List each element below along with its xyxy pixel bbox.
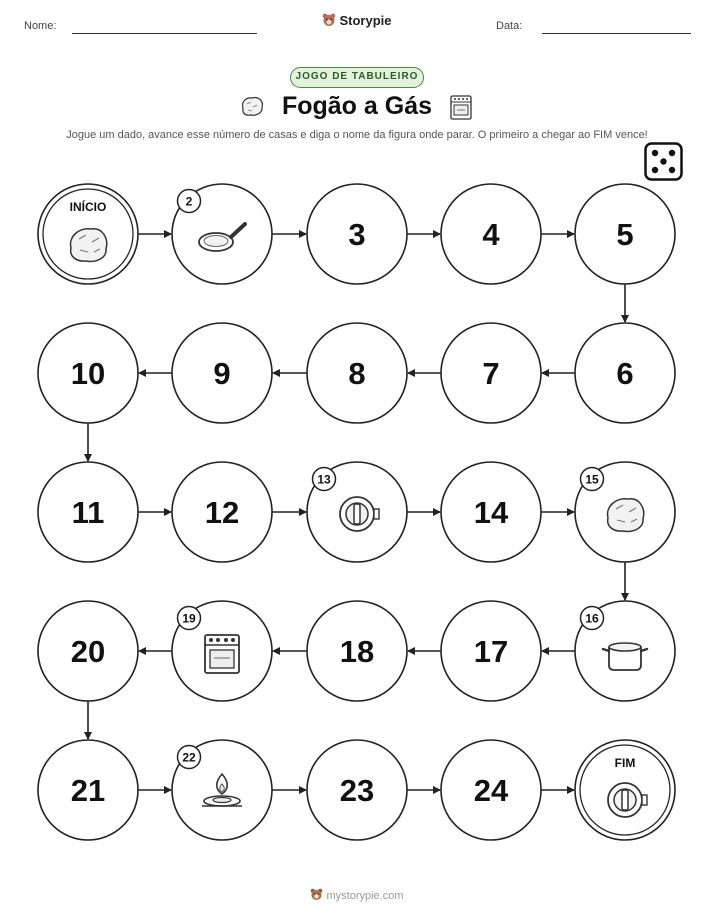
board-space-3[interactable]	[307, 184, 407, 284]
space-number: 22	[182, 750, 196, 765]
space-number: 9	[213, 356, 231, 391]
bear-mascot-icon	[310, 888, 323, 901]
space-number: 15	[585, 472, 599, 487]
board-space-21[interactable]	[38, 740, 138, 840]
board-space-14[interactable]	[441, 462, 541, 562]
start-label: INÍCIO	[69, 200, 107, 214]
board-space-9[interactable]	[172, 323, 272, 423]
space-number: 6	[616, 356, 634, 391]
space-number: 13	[317, 472, 331, 487]
board-space-15[interactable]	[575, 462, 675, 562]
gas-stove-icon	[205, 635, 239, 673]
board-space-19[interactable]	[172, 601, 272, 701]
page-title: Fogão a Gás	[281, 92, 433, 120]
board-space-24[interactable]	[441, 740, 541, 840]
space-number: 11	[71, 495, 105, 530]
footer	[0, 888, 714, 902]
footer-url: mystorypie.com	[326, 890, 404, 902]
space-number: 12	[204, 495, 240, 530]
name-label: Nome:	[24, 20, 57, 32]
board-space-18[interactable]	[307, 601, 407, 701]
stone-icon	[71, 229, 107, 262]
board-space-10[interactable]	[38, 323, 138, 423]
space-number: 2	[185, 194, 193, 209]
space-number: 17	[473, 634, 509, 669]
space-number: 5	[616, 217, 634, 252]
board-space-16[interactable]	[575, 601, 675, 701]
space-number: 23	[339, 773, 375, 808]
board-space-11[interactable]	[38, 462, 138, 562]
space-number: 24	[473, 773, 509, 808]
brand-name: Storypie	[339, 13, 392, 28]
board-space-6[interactable]	[575, 323, 675, 423]
space-number: 7	[482, 356, 500, 391]
space-number: 4	[482, 217, 500, 252]
space-number: 21	[70, 773, 106, 808]
board-space-20[interactable]	[38, 601, 138, 701]
cooking-pot-icon	[603, 643, 647, 670]
space-number: 20	[70, 634, 106, 669]
board-space-23[interactable]	[307, 740, 407, 840]
board-space-1[interactable]	[38, 184, 138, 284]
board-space-5[interactable]	[575, 184, 675, 284]
space-number: 10	[70, 356, 106, 391]
board-space-22[interactable]	[172, 740, 272, 840]
board-space-12[interactable]	[172, 462, 272, 562]
board-space-8[interactable]	[307, 323, 407, 423]
space-number: 8	[348, 356, 366, 391]
date-label: Data:	[496, 20, 523, 32]
space-number: 14	[473, 495, 509, 530]
board-space-25[interactable]	[575, 740, 675, 840]
stone-icon	[608, 499, 644, 532]
space-number: 3	[348, 217, 366, 252]
board-space-13[interactable]	[307, 462, 407, 562]
board-space-2[interactable]	[172, 184, 272, 284]
space-number: 19	[182, 611, 196, 626]
end-label: FIM	[614, 756, 636, 770]
space-number: 16	[585, 611, 599, 626]
board-space-7[interactable]	[441, 323, 541, 423]
instructions: Jogue um dado, avance esse número de casas e diga o nome da figura onde parar. O primeiro a chegar ao FIM vence!	[66, 129, 648, 141]
space-number: 18	[339, 634, 375, 669]
board-space-4[interactable]	[441, 184, 541, 284]
game-type-badge: JOGO DE TABULEIRO	[290, 67, 424, 88]
board-space-17[interactable]	[441, 601, 541, 701]
